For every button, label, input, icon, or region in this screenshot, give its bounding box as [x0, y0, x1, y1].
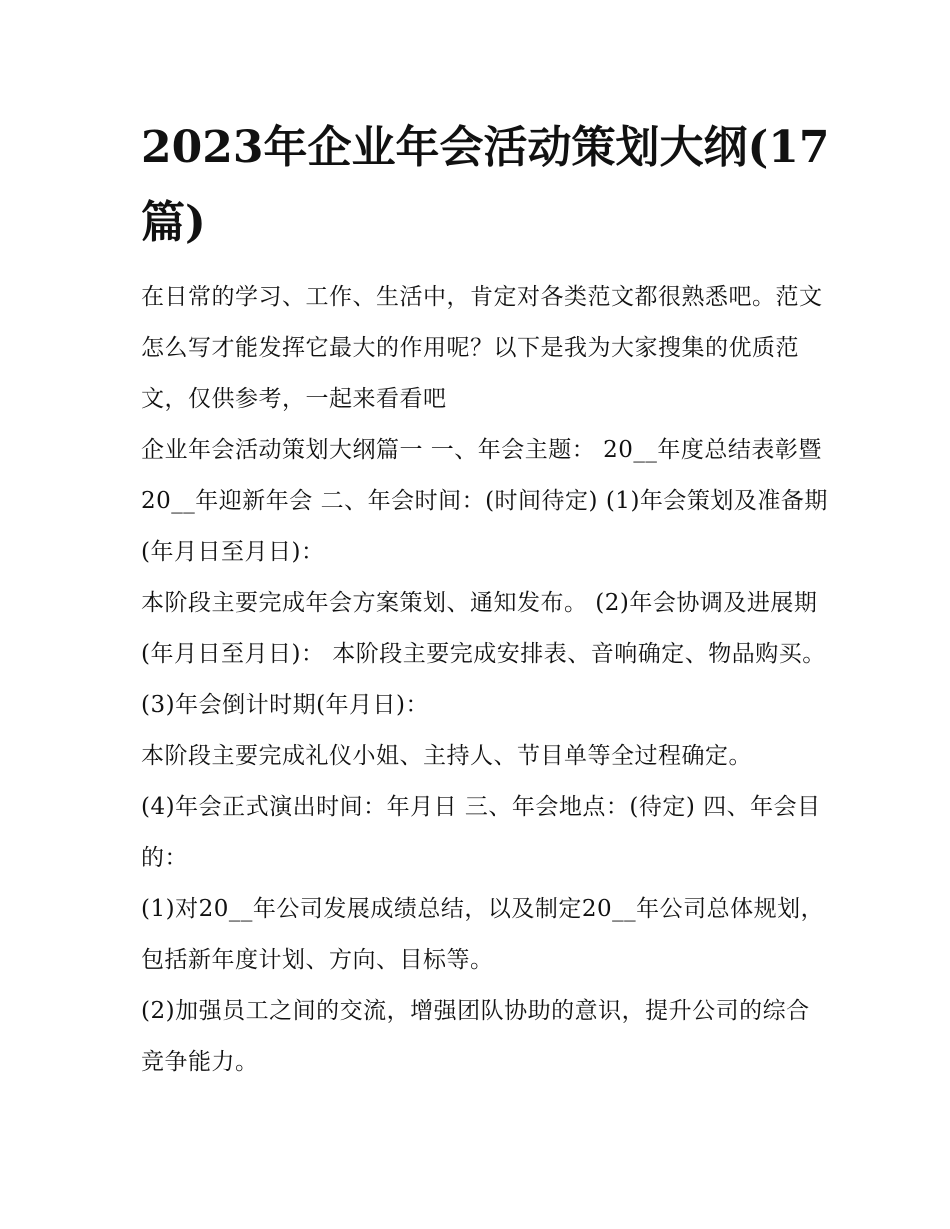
paragraph-performance-venue: (4)年会正式演出时间：年月日 三、年会地点：(待定) 四、年会目的： — [141, 794, 821, 871]
document-body — [141, 272, 831, 1088]
paragraph-intro: 在日常的学习、工作、生活中，肯定对各类范文都很熟悉吧。范文怎么写才能发挥它最大的作用呢？以下是我为大家搜集的优质范文，仅供参考，一起来看看吧 — [141, 284, 823, 412]
paragraph-stages: 本阶段主要完成年会方案策划、通知发布。 (2)年会协调及进展期(年月日至月日)： 本阶段主要完成安排表、音响确定、物品购买。 (3)年会倒计时期(年月日)： — [141, 590, 826, 718]
document-title: 2023年企业年会活动策划大纲(17篇) — [141, 122, 830, 248]
document-page — [141, 110, 831, 1088]
paragraph-purpose-1: (1)对20__年公司发展成绩总结，以及制定20__年公司总体规划，包括新年度计划、方向、目标等。 — [141, 896, 825, 973]
paragraph-theme-time: 企业年会活动策划大纲篇一 一、年会主题： 20__年度总结表彰暨20__年迎新年会 二、年会时间：(时间待定) (1)年会策划及准备期(年月日至月日)： — [141, 437, 828, 565]
paragraph-purpose-2: (2)加强员工之间的交流，增强团队协助的意识，提升公司的综合竞争能力。 — [141, 998, 810, 1075]
paragraph-final-stage: 本阶段主要完成礼仪小姐、主持人、节目单等全过程确定。 — [141, 743, 752, 769]
